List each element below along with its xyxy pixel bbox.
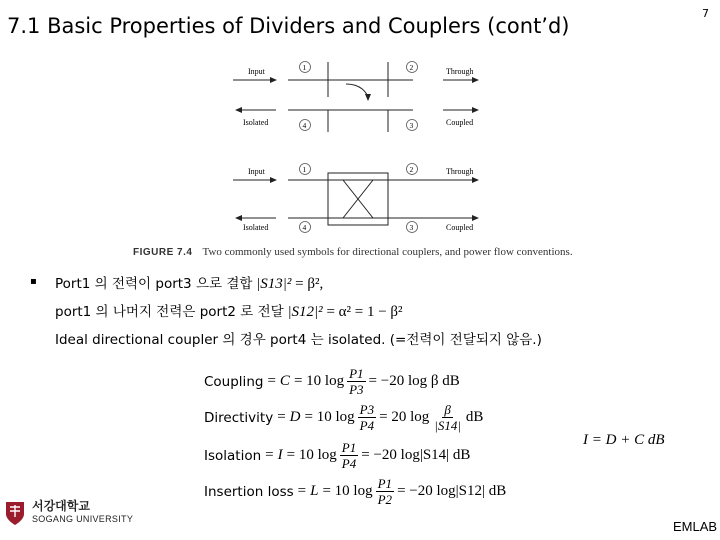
eq-isolation-rhs: = −20 log|S14| dB: [361, 447, 471, 463]
port-3-bottom: 3: [409, 223, 414, 232]
line2-text: port1 의 나머지 전력은 port2 로 전달: [55, 304, 284, 320]
figure-caption: [133, 246, 573, 258]
eq-insertion-num: P1: [377, 476, 393, 491]
coupler-symbol-bottom: [233, 164, 478, 233]
eq-isolation-den: P4: [341, 456, 357, 471]
eq-coupling-den: P3: [349, 382, 364, 397]
figure-caption-text: Two commonly used symbols for directional couplers, and power flow conventions.: [202, 246, 573, 258]
line2-mag: |S12|²: [287, 304, 323, 320]
equation-isolation: Isolation = I = 10 log $\frac{P1}{P4}$ = −20 log|S14| dB: [204, 440, 471, 471]
university-logo: [4, 500, 133, 526]
port-1-top: 1: [302, 63, 307, 72]
slide-title: 7.1 Basic Properties of Dividers and Couplers (cont’d): [7, 14, 570, 38]
eq-insertion-den: P2: [377, 492, 393, 507]
line1-rest: = β²,: [291, 276, 324, 292]
text-line-1: [55, 272, 323, 293]
port-2-bottom: 2: [409, 165, 414, 174]
university-name-english: SOGANG UNIVERSITY: [32, 514, 134, 524]
eq-insertion-rhs: = −20 log|S12| dB: [397, 483, 507, 499]
label-isolated-top: Isolated: [243, 118, 269, 127]
port-4-top: 4: [302, 121, 307, 130]
label-through-bottom: Through: [446, 167, 474, 176]
equation-coupling: Coupling = C = 10 log $\frac{P1}{P3}$ = −20 log β dB: [204, 366, 460, 397]
bullet-marker: ▪: [30, 276, 37, 287]
eq-directivity-mid: = 20 log: [379, 409, 430, 425]
page-number: 7: [702, 7, 709, 20]
label-coupled-top: Coupled: [446, 118, 474, 127]
text-line-2: [55, 300, 403, 321]
port-3-top: 3: [409, 121, 414, 130]
label-isolated-bottom: Isolated: [243, 223, 269, 232]
eq-directivity-den: P4: [359, 418, 375, 433]
eq-isolation-num: P1: [341, 440, 357, 455]
label-coupled-bottom: Coupled: [446, 223, 474, 232]
eq-directivity-den2: |S14|: [434, 418, 461, 433]
eq-insertion-sym: L: [310, 483, 319, 499]
eq-directivity-lhs: = 10 log: [304, 409, 355, 425]
equation-relation: I = D + C dB: [583, 432, 665, 448]
line2-rest: = α² = 1 − β²: [322, 304, 403, 320]
line3-text: Ideal directional coupler 의 경우 port4 는 isolated. (=전력이 전달되지 않음.): [55, 332, 542, 348]
eq-directivity-name: Directivity: [204, 409, 274, 426]
eq-coupling-rhs: = −20 log β dB: [368, 373, 460, 389]
eq-directivity-unit: dB: [465, 409, 484, 425]
port-2-top: 2: [409, 63, 414, 72]
eq-coupling-num: P1: [349, 366, 364, 381]
eq-coupling-sym: C: [279, 373, 290, 389]
line1-text: Port1 의 전력이 port3 으로 결합: [55, 276, 253, 292]
eq-directivity-num: P3: [359, 402, 375, 417]
label-through-top: Through: [446, 67, 474, 76]
eq-isolation-name: Isolation: [204, 447, 262, 464]
port-4-bottom: 4: [302, 223, 307, 232]
eq-coupling-lhs: = 10 log: [293, 373, 345, 389]
coupler-symbol-top: [233, 62, 478, 133]
eq-directivity-sym: D: [289, 409, 301, 425]
eq-isolation-sym: I: [277, 447, 283, 463]
eq-insertion-lhs: = 10 log: [322, 483, 373, 499]
label-input-bottom: Input: [248, 167, 265, 176]
equation-insertion-loss: Insertion loss = L = 10 log $\frac{P1}{P2}$ = −20 log|S12| dB: [204, 476, 507, 507]
port-1-bottom: 1: [302, 165, 307, 174]
label-input-top: Input: [248, 67, 265, 76]
university-name-korean: 서강대학교: [32, 499, 90, 513]
eq-directivity-num2: β: [444, 402, 451, 417]
eq-insertion-name: Insertion loss: [204, 483, 294, 500]
eq-isolation-lhs: = 10 log: [286, 447, 337, 463]
eq-coupling-name: Coupling: [204, 373, 264, 390]
line1-mag: |S13|²: [256, 276, 292, 292]
text-line-3: [55, 328, 542, 349]
university-emblem-icon: [4, 500, 26, 526]
figure-caption-label: FIGURE 7.4: [133, 247, 193, 258]
equation-directivity: Directivity = D = 10 log $\frac{P3}{P4}$ = 20 log $\frac{\beta}{|S14|}$ dB: [204, 402, 484, 433]
lab-label: EMLAB: [673, 519, 718, 534]
coupler-figure: [228, 52, 488, 242]
